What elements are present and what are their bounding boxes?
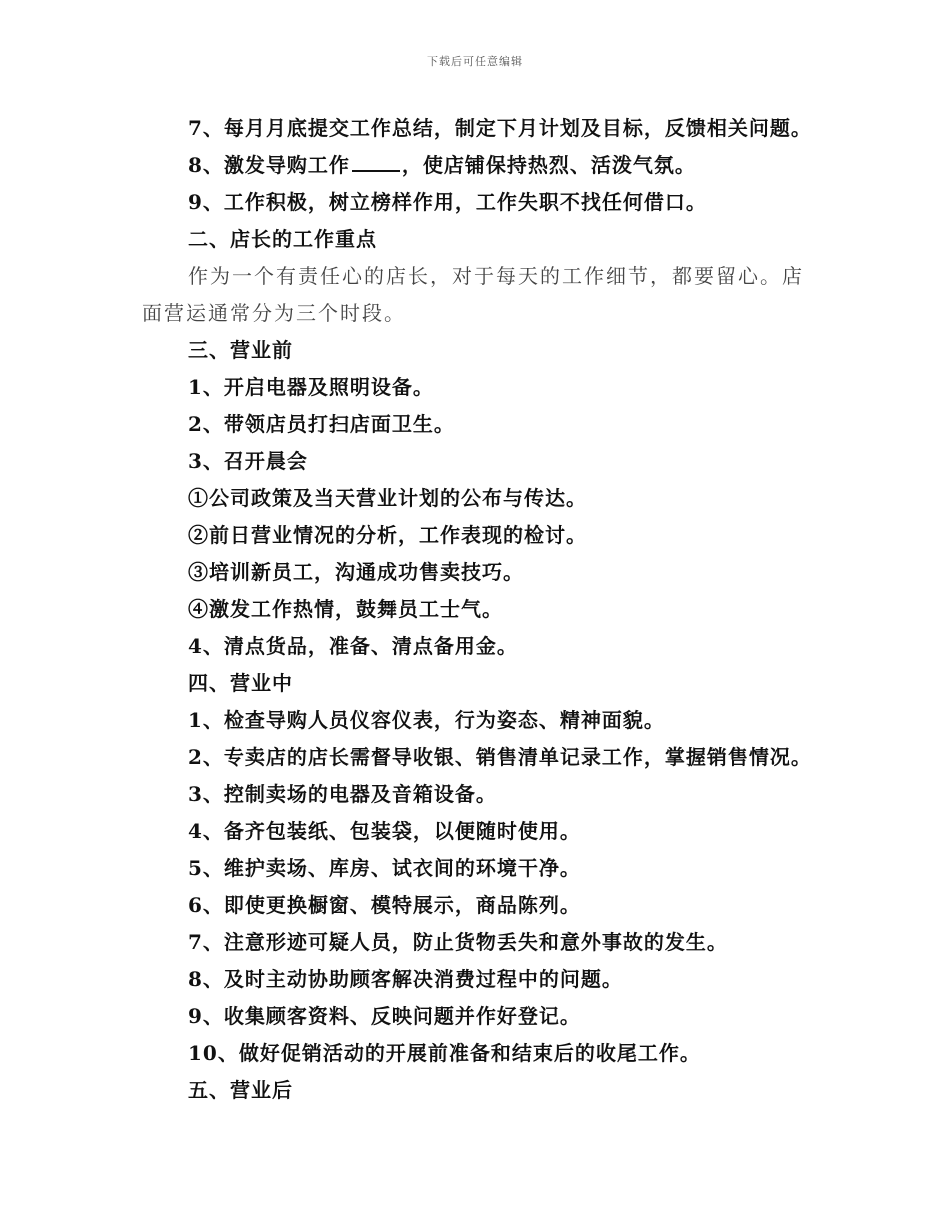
list-item: 6、即使更换橱窗、模特展示，商品陈列。 xyxy=(188,893,581,917)
section-heading: 四、营业中 xyxy=(188,671,293,695)
list-item: 3、召开晨会 xyxy=(188,449,308,473)
list-item: 1、检查导购人员仪容仪表，行为姿态、精神面貌。 xyxy=(188,708,665,732)
list-item: 2、专卖店的店长需督导收银、销售清单记录工作，掌握销售情况。 xyxy=(188,745,812,769)
list-item: 3、控制卖场的电器及音箱设备。 xyxy=(188,782,497,806)
list-item: 2、带领店员打扫店面卫生。 xyxy=(188,412,455,436)
list-item-with-blank xyxy=(142,147,822,184)
list-item: 5、维护卖场、库房、试衣间的环境干净。 xyxy=(188,856,581,880)
list-item: 9、收集顾客资料、反映问题并作好登记。 xyxy=(188,1004,581,1028)
fill-in-blank xyxy=(352,152,400,172)
list-item: 1、开启电器及照明设备。 xyxy=(188,375,434,399)
list-item: ④激发工作热情，鼓舞员工士气。 xyxy=(188,597,503,621)
list-item: 8、及时主动协助顾客解决消费过程中的问题。 xyxy=(188,967,623,991)
line-text-after-blank: ，使店铺保持热烈、活泼气氛。 xyxy=(401,153,696,177)
document-body xyxy=(142,110,822,1109)
list-item: 10、做好促销活动的开展前准备和结束后的收尾工作。 xyxy=(188,1041,701,1065)
list-item: 7、注意形迹可疑人员，防止货物丢失和意外事故的发生。 xyxy=(188,930,728,954)
line-text-before-blank: 8、激发导购工作 xyxy=(188,153,350,177)
body-paragraph: 作为一个有责任心的店长，对于每天的工作细节，都要留心。店面营运通常分为三个时段。 xyxy=(142,264,804,325)
list-item: ①公司政策及当天营业计划的公布与传达。 xyxy=(188,486,587,510)
section-heading: 三、营业前 xyxy=(188,338,293,362)
list-item: 4、清点货品，准备、清点备用金。 xyxy=(188,634,518,658)
section-heading: 五、营业后 xyxy=(188,1078,293,1102)
section-heading: 二、店长的工作重点 xyxy=(188,227,377,251)
list-item: ②前日营业情况的分析，工作表现的检讨。 xyxy=(188,523,587,547)
list-item: 9、工作积极，树立榜样作用，工作失职不找任何借口。 xyxy=(188,190,707,214)
list-item: 7、每月月底提交工作总结，制定下月计划及目标，反馈相关问题。 xyxy=(188,116,812,140)
list-item: 4、备齐包装纸、包装袋，以便随时使用。 xyxy=(188,819,581,843)
page-header: 下载后可任意编辑 xyxy=(427,55,523,68)
list-item: ③培训新员工，沟通成功售卖技巧。 xyxy=(188,560,524,584)
